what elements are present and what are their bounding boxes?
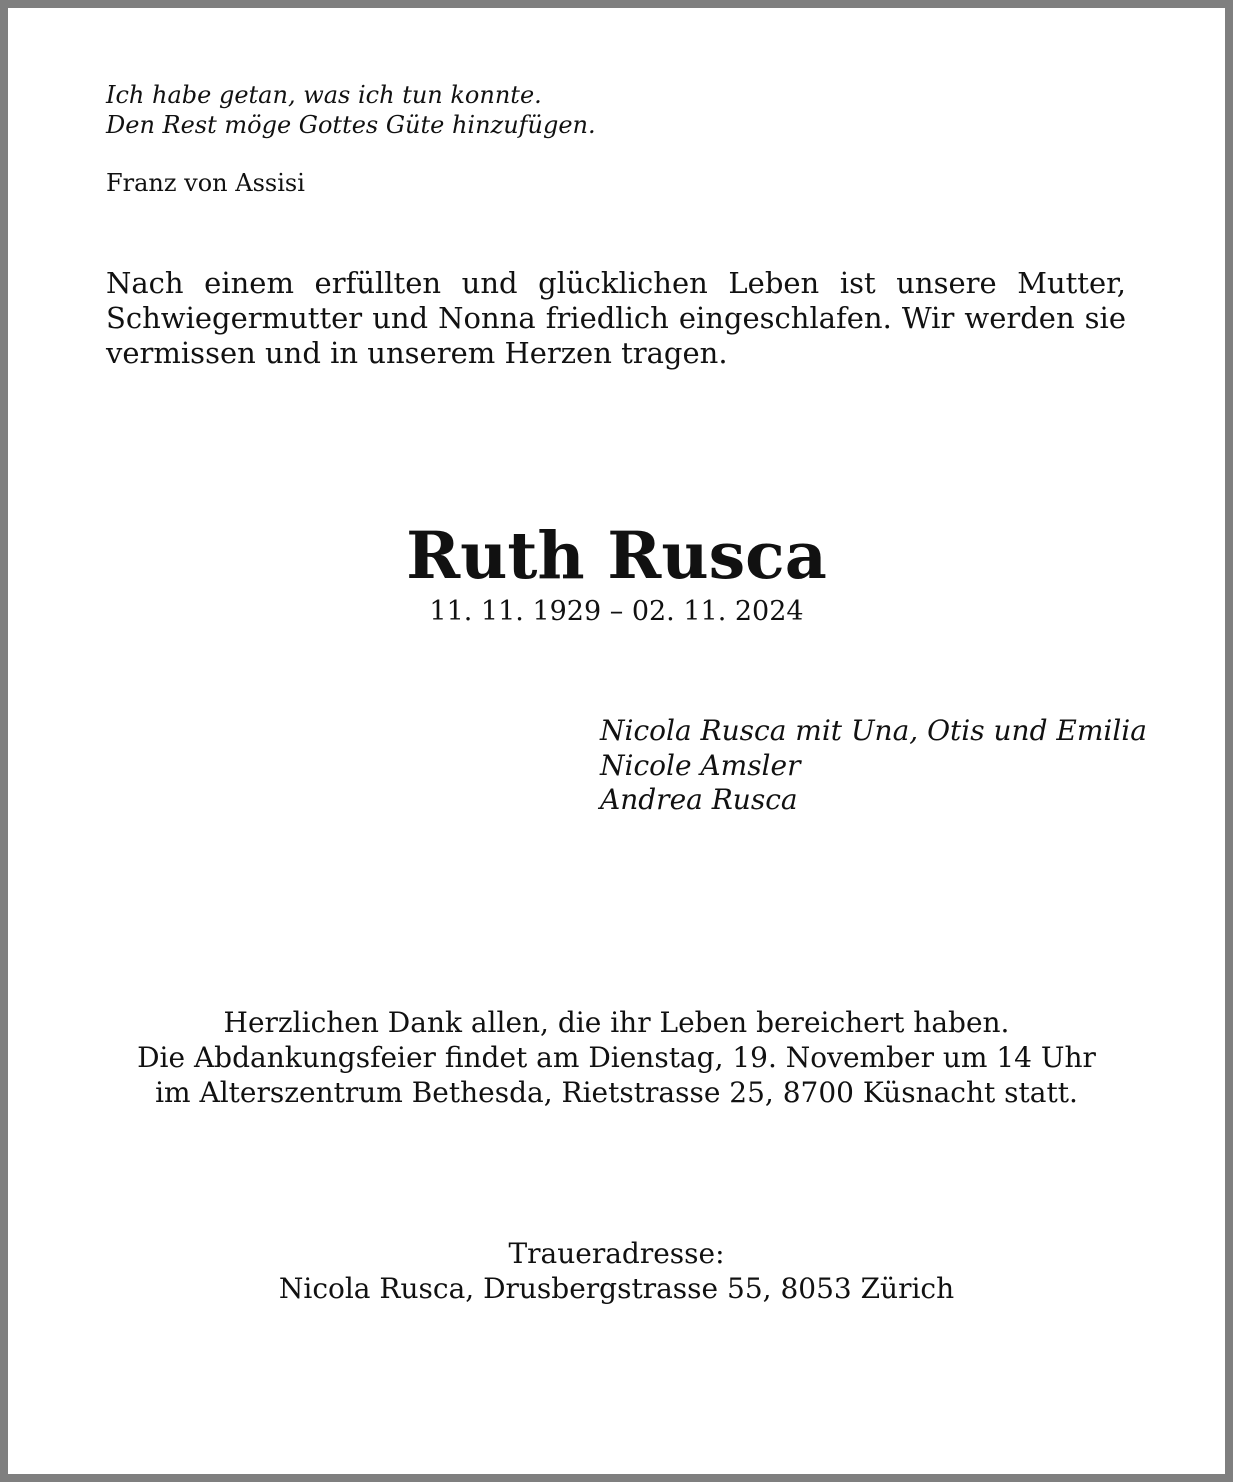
deceased-name: Ruth Rusca xyxy=(406,518,827,594)
mourner-entry: Nicole Amsler xyxy=(600,748,801,782)
ceremony-notice xyxy=(8,1005,1225,1110)
mourning-address xyxy=(8,1236,1225,1306)
mourners-list xyxy=(600,714,1147,818)
mourner-entry: Nicola Rusca mit Una, Otis und Emilia xyxy=(600,714,1147,747)
mourning-address-value: Nicola Rusca, Drusbergstrasse 55, 8053 Zürich xyxy=(278,1272,955,1305)
motto-line-2: Den Rest möge Gottes Güte hinzufügen. xyxy=(106,111,596,139)
intro-text: Nach einem erfüllten und glücklichen Leben ist unsere Mutter, Schwiegermutter und Nonna friedlich eingeschlafen. Wir werden sie vermissen und in unserem Herzen tragen. xyxy=(106,266,1126,370)
life-dates: 11. 11. 1929 – 02. 11. 2024 xyxy=(429,596,804,627)
motto-author: Franz von Assisi xyxy=(106,169,305,197)
mourning-address-label: Traueradresse: xyxy=(508,1237,725,1270)
obituary-page xyxy=(8,8,1225,1474)
motto-line-1: Ich habe getan, was ich tun konnte. xyxy=(106,81,542,109)
thanks-line: Herzlichen Dank allen, die ihr Leben bereichert haben. xyxy=(223,1006,1010,1039)
ceremony-line: Die Abdankungsfeier findet am Dienstag, 19. November um 14 Uhr xyxy=(137,1041,1096,1074)
motto-quote xyxy=(106,80,806,140)
ceremony-location-line: im Alterszentrum Bethesda, Rietstrasse 25, 8700 Küsnacht statt. xyxy=(155,1076,1078,1109)
mourner-entry: Andrea Rusca xyxy=(600,783,798,816)
